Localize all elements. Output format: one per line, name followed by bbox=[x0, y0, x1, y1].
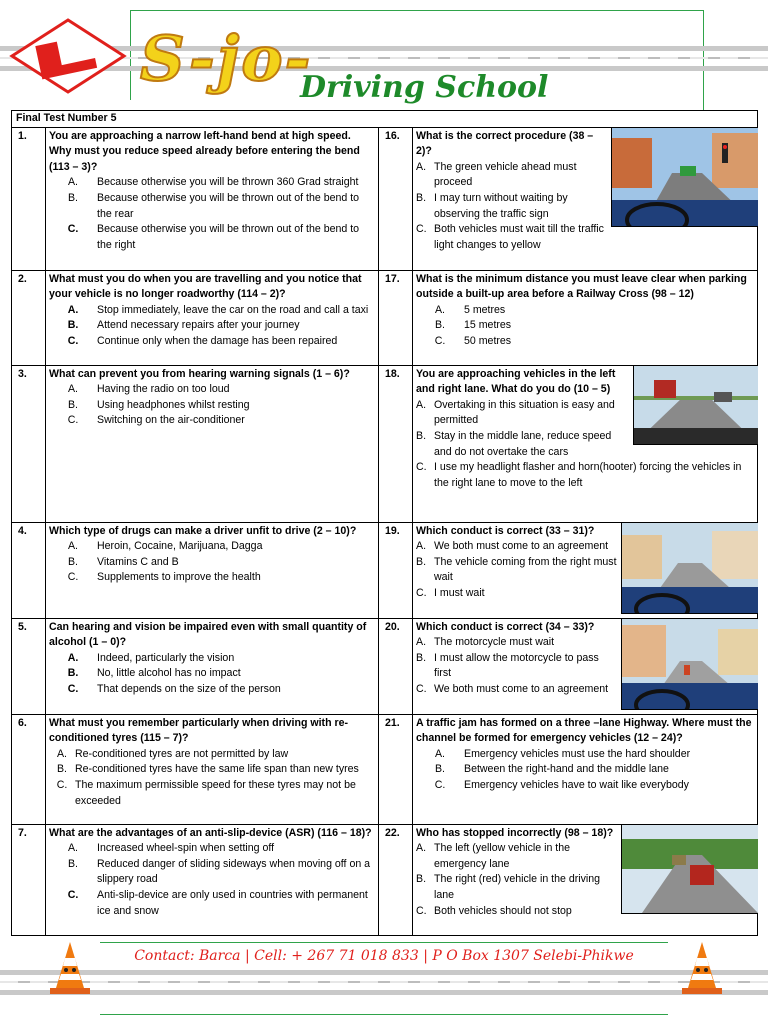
test-title: Final Test Number 5 bbox=[12, 111, 758, 128]
option-b: B. The vehicle coming from the right must wait bbox=[416, 555, 617, 584]
question-number: 16. bbox=[379, 127, 413, 270]
question-2 bbox=[46, 270, 379, 365]
option-a: A. Re-conditioned tyres are not permitted by law bbox=[56, 747, 289, 760]
highway-traffic-image bbox=[633, 366, 758, 445]
question-text: What are the advantages of an anti-slip-device (ASR) (116 – 18)? bbox=[49, 826, 372, 839]
footer-line-top bbox=[100, 942, 668, 943]
option-c: C. I must wait bbox=[416, 586, 485, 599]
question-5 bbox=[46, 618, 379, 714]
option-c: C. Because otherwise you will be thrown out of the bend to the right bbox=[67, 223, 360, 251]
question-6 bbox=[46, 714, 379, 824]
option-a: A. Because otherwise you will be thrown 360 Grad straight bbox=[67, 176, 359, 189]
option-c: C. Switching on the air-conditioner bbox=[67, 414, 245, 427]
question-number: 17. bbox=[379, 270, 413, 365]
question-4 bbox=[46, 522, 379, 618]
option-c: C. Continue only when the damage has been repaired bbox=[67, 334, 338, 347]
question-number: 6. bbox=[12, 714, 46, 824]
question-number: 7. bbox=[12, 824, 46, 935]
question-text: What must you remember particularly when driving with re-conditioned tyres (115 – 7)? bbox=[49, 716, 349, 745]
traffic-light-intersection-image bbox=[611, 128, 758, 227]
question-text: Can hearing and vision be impaired even with small quantity of alcohol (1 – 0)? bbox=[49, 620, 367, 649]
option-b: B. I may turn without waiting by observing the traffic sign bbox=[416, 191, 568, 220]
question-3 bbox=[46, 365, 379, 522]
option-c: C. Emergency vehicles have to wait like everybody bbox=[434, 778, 689, 791]
question-text: Which conduct is correct (33 – 31)? bbox=[416, 524, 595, 537]
option-a: A. The green vehicle ahead must proceed bbox=[416, 160, 577, 189]
question-text: Which conduct is correct (34 – 33)? bbox=[416, 620, 595, 633]
village-junction-image bbox=[621, 523, 758, 614]
option-c: C. Both vehicles should not stop bbox=[416, 904, 572, 917]
question-number: 5. bbox=[12, 618, 46, 714]
question-7 bbox=[46, 824, 379, 935]
question-number: 3. bbox=[12, 365, 46, 522]
question-number: 21. bbox=[379, 714, 413, 824]
footer-road bbox=[0, 970, 768, 1006]
school-name: Driving School bbox=[300, 70, 549, 105]
question-text: You are approaching vehicles in the left and right lane. What do you do (10 – 5) bbox=[416, 367, 616, 396]
option-c: C. Anti-slip-device are only used in countries with permanent ice and snow bbox=[67, 888, 368, 917]
question-22 bbox=[413, 824, 758, 935]
logo-text: S-jo- bbox=[140, 22, 313, 95]
option-b: B. Reduced danger of sliding sideways when moving off on a slippery road bbox=[67, 857, 371, 886]
question-text: What is the minimum distance you must leave clear when parking outside a built-up area before a Railway Cross (98 – 12) bbox=[416, 272, 747, 301]
question-21 bbox=[413, 714, 758, 824]
option-b: B. Between the right-hand and the middle lane bbox=[434, 763, 669, 776]
option-c: C. We both must come to an agreement bbox=[416, 682, 609, 695]
question-number: 1. bbox=[12, 127, 46, 270]
option-b: B. Because otherwise you will be thrown out of the bend to the rear bbox=[67, 191, 360, 220]
learner-l-sign-logo bbox=[8, 16, 128, 96]
option-c: C. Both vehicles must wait till the traffic light changes to yellow bbox=[416, 223, 604, 251]
question-text: Which type of drugs can make a driver unfit to drive (2 – 10)? bbox=[49, 524, 357, 537]
option-a: A. Overtaking in this situation is easy and permitted bbox=[416, 398, 615, 427]
question-table bbox=[11, 110, 758, 936]
footer-contact: Contact: Barca | Cell: + 267 71 018 833 | P O Box 1307 Selebi-Phikwe bbox=[134, 948, 634, 964]
option-a: A. The motorcycle must wait bbox=[416, 636, 555, 649]
option-b: B. Stay in the middle lane, reduce speed and do not overtake the cars bbox=[416, 429, 612, 458]
option-c: C. Supplements to improve the health bbox=[67, 571, 261, 584]
option-b: B. The right (red) vehicle in the driving lane bbox=[416, 873, 601, 901]
question-number: 2. bbox=[12, 270, 46, 365]
question-19 bbox=[413, 522, 758, 618]
option-a: A. We both must come to an agreement bbox=[416, 540, 609, 553]
option-a: A. Emergency vehicles must use the hard shoulder bbox=[434, 747, 691, 760]
option-b: B. I must allow the motorcycle to pass first bbox=[416, 651, 599, 680]
question-text: What must you do when you are travelling and you notice that your vehicle is no longer roadworthy (114 – 2)? bbox=[49, 272, 362, 301]
traffic-cone-icon-right bbox=[678, 940, 726, 998]
question-number: 19. bbox=[379, 522, 413, 618]
option-a: A. Having the radio on too loud bbox=[67, 383, 230, 396]
question-1 bbox=[46, 127, 379, 270]
question-16 bbox=[413, 127, 758, 270]
question-20 bbox=[413, 618, 758, 714]
option-c: C. 50 metres bbox=[434, 334, 512, 347]
option-a: A. The left (yellow vehicle in the emergency lane bbox=[416, 842, 571, 870]
option-b: B. 15 metres bbox=[434, 319, 512, 332]
option-c: C. I use my headlight flasher and horn(hooter) forcing the vehicles in the right lane to move to the left bbox=[416, 461, 742, 489]
question-number: 20. bbox=[379, 618, 413, 714]
motorcycle-junction-image bbox=[621, 619, 758, 710]
question-text: What can prevent you from hearing warning signals (1 – 6)? bbox=[49, 367, 350, 380]
question-text: What is the correct procedure (38 – 2)? bbox=[416, 129, 594, 158]
question-number: 18. bbox=[379, 365, 413, 522]
question-18 bbox=[413, 365, 758, 522]
option-c: C. That depends on the size of the person bbox=[67, 682, 281, 695]
option-b: B. Vitamins C and B bbox=[67, 555, 179, 568]
stopped-vehicles-image bbox=[621, 825, 758, 914]
option-c: C. The maximum permissible speed for these tyres may not be exceeded bbox=[56, 778, 356, 807]
option-b: B. No, little alcohol has no impact bbox=[67, 667, 241, 680]
option-b: B. Re-conditioned tyres have the same life span than new tyres bbox=[56, 763, 359, 776]
option-b: B. Attend necessary repairs after your journey bbox=[67, 319, 300, 332]
question-17 bbox=[413, 270, 758, 365]
option-b: B. Using headphones whilst resting bbox=[67, 398, 250, 411]
question-text: A traffic jam has formed on a three –lane Highway. Where must the channel be formed for emergency vehicles (12 – 24)? bbox=[416, 716, 752, 745]
header-line-top bbox=[130, 10, 704, 11]
question-text: You are approaching a narrow left-hand bend at high speed. Why must you reduce speed already before entering the bend (113 – 3)? bbox=[49, 129, 360, 173]
footer-line-bottom bbox=[100, 1014, 668, 1015]
option-a: A. Increased wheel-spin when setting off bbox=[67, 842, 275, 855]
option-a: A. 5 metres bbox=[434, 303, 506, 316]
question-number: 4. bbox=[12, 522, 46, 618]
option-a: A. Stop immediately, leave the car on the road and call a taxi bbox=[67, 303, 369, 316]
option-a: A. Indeed, particularly the vision bbox=[67, 651, 235, 664]
question-number: 22. bbox=[379, 824, 413, 935]
option-a: A. Heroin, Cocaine, Marijuana, Dagga bbox=[67, 540, 263, 553]
traffic-cone-icon-left bbox=[46, 940, 94, 998]
question-text: Who has stopped incorrectly (98 – 18)? bbox=[416, 826, 614, 839]
